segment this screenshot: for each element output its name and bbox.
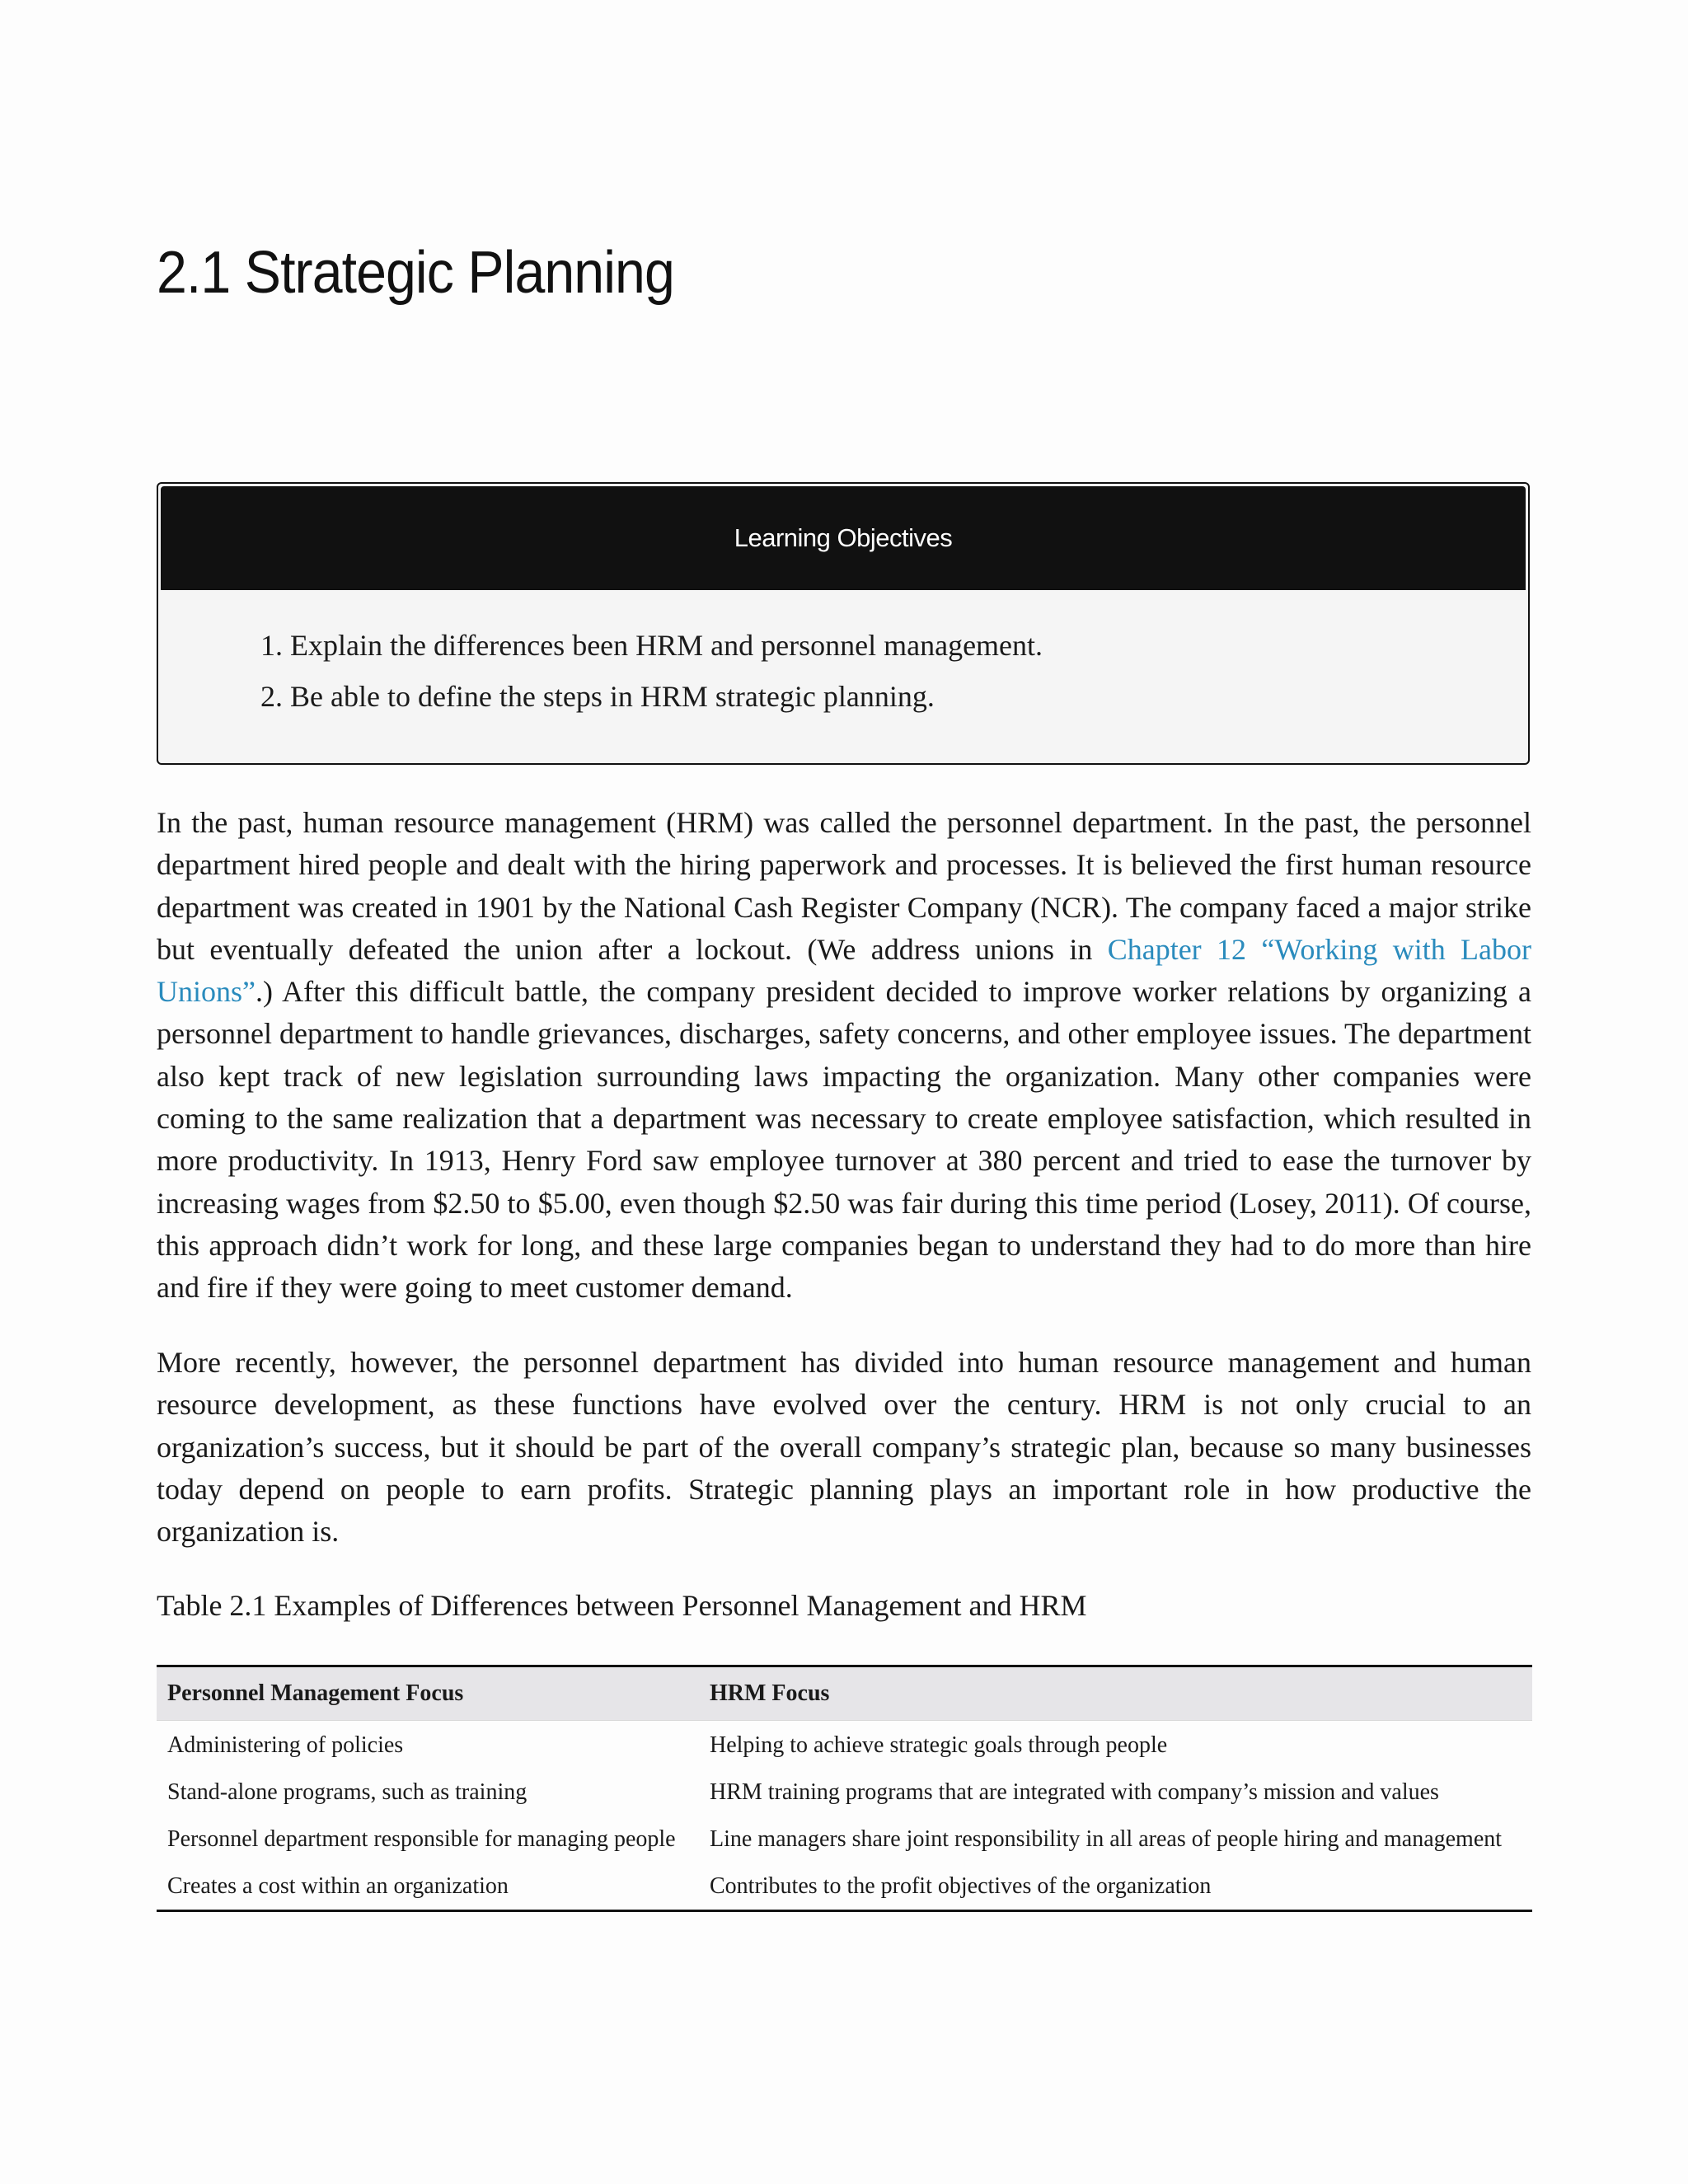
table-cell: Contributes to the profit objectives of the organization	[710, 1873, 1212, 1899]
table-header-row	[157, 1666, 1532, 1721]
table-caption: Table 2.1 Examples of Differences between Personnel Management and HRM	[157, 1589, 1087, 1622]
table-row	[157, 1815, 1532, 1862]
paragraph-text: .) After this difficult battle, the company president decided to improve worker relations by organizing a personnel department to handle grievances, discharges, safety concerns, and other employee issues. The department also kept track of new legislation surrounding laws impacting the organization. Many other companies were coming to the same realization that a department was necessary to create employee satisfaction, which resulted in more productivity. In 1913, Henry Ford saw employee turnover at 380 percent and tried to ease the turnover by increasing wages from $2.50 to $5.00, even though $2.50 was fair during this time period (Losey, 2011). Of course, this approach didn’t work for long, and these large companies began to understand they had to do more than hire and fire if they were going to meet customer demand.	[157, 975, 1531, 1305]
paragraph-history	[157, 802, 1531, 1310]
section-title: 2.1 Strategic Planning	[157, 240, 674, 306]
column-header: HRM Focus	[699, 1666, 1532, 1721]
differences-table	[157, 1665, 1532, 1912]
objective-item: 1. Explain the differences been HRM and personnel management.	[260, 629, 1043, 662]
column-header: Personnel Management Focus	[157, 1666, 699, 1721]
paragraph-text: In the past, human resource management (HRM) was called the personnel department. In the past, the personnel department hired people and dealt with the hiring paperwork and processes. It is believed the first human resource department was created in 1901 by the National Cash Register Company (NCR). The company faced a major strike but eventually defeated the union after a lockout. (We address unions in	[157, 806, 1531, 966]
learning-objectives-list	[260, 620, 1043, 722]
table-cell: Stand-alone programs, such as training	[167, 1779, 528, 1805]
table-cell: Line managers share joint responsibility in all areas of people hiring and management	[710, 1826, 1503, 1852]
table-cell: Administering of policies	[167, 1732, 404, 1758]
objective-item: 2. Be able to define the steps in HRM strategic planning.	[260, 680, 935, 713]
table-cell: Helping to achieve strategic goals through people	[710, 1732, 1168, 1758]
table-row	[157, 1768, 1532, 1815]
table-cell: HRM training programs that are integrated with company’s mission and values	[710, 1779, 1439, 1805]
table-cell: Personnel department responsible for managing people	[167, 1826, 676, 1852]
chapter-12-link[interactable]: Chapter 12 “Working with Labor Unions”	[157, 932, 1531, 1009]
table-cell: Creates a cost within an organization	[167, 1873, 509, 1899]
learning-objectives-header: Learning Objectives	[161, 486, 1526, 590]
learning-objectives-box	[157, 482, 1530, 765]
paragraph-recent: More recently, however, the personnel department has divided into human resource management and human resource development, as these functions have evolved over the century. HRM is not only crucial to an organization’s success, but it should be part of the overall company’s strategic plan, because so many businesses today depend on people to earn profits. Strategic planning plays an important role in how productive the organization is.	[157, 1346, 1531, 1549]
table-row	[157, 1721, 1532, 1769]
table-row	[157, 1862, 1532, 1911]
